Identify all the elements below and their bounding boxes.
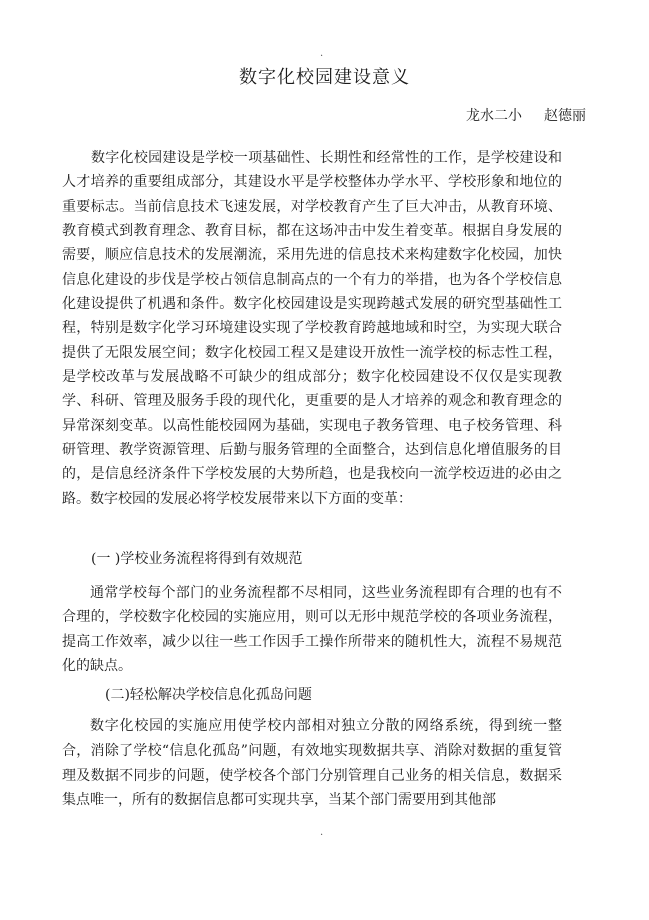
document-title: 数字化校园建设意义 <box>239 67 410 88</box>
body-paragraph-2: 通常学校每个部门的业务流程都不尽相同，这些业务流程即有合理的也有不合理的，学校数字化校园的实施应用，则可以无形中规范学校的各项业务流程，提高工作效率，减少以往一些工作因手工操作所带来的随机性大，流程不易规范化的缺点。 <box>62 585 562 675</box>
author-school: 龙水二小 <box>466 108 522 124</box>
author-name: 赵德丽 <box>544 108 586 124</box>
author-line <box>466 106 586 126</box>
top-page-mark: . <box>320 48 324 59</box>
section-heading-1: (一 )学校业务流程将得到有效规范 <box>91 551 303 567</box>
body-paragraph-1: 数字化校园建设是学校一项基础性、长期性和经常性的工作，是学校建设和人才培养的重要组成部分，其建设水平是学校整体办学水平、学校形象和地位的重要标志。当前信息技术飞速发展，对学校教育产生了巨大冲击，从教育环境、教育模式到教育理念、教育目标，都在这场冲击中发生着变革。根据自身发展的需要，顺应信息技术的发展潮流，采用先进的信息技术来构建数字化校园，加快信息化建设的步伐是学校占领信息制高点的一个有力的举措，也为各个学校信息化建设提供了机遇和条件。数字化校园建设是实现跨越式发展的研究型基础性工程，特别是数字化学习环境建设实现了学校教育跨越地域和时空，为实现大联合提供了无限发展空间；数字化校园工程又是建设开放性一流学校的标志性工程，是学校改革与发展战略不可缺少的组成部分；数字化校园建设不仅仅是实现教学、科研、管理及服务手段的现代化，更重要的是人才培养的观念和教育理念的异常深刻变革。以高性能校园网为基础，实现电子教务管理、电子校务管理、科研管理、教学资源管理、后勤与服务管理的全面整合，达到信息化增值服务的目的，是信息经济条件下学校发展的大势所趋，也是我校向一流学校迈进的必由之路。数字校园的发展必将学校发展带来以下方面的变革： <box>62 150 562 507</box>
body-paragraph-3: 数字化校园的实施应用使学校内部相对独立分散的网络系统，得到统一整合，消除了学校“信息化孤岛”问题，有效地实现数据共享、消除对数据的重复管理及数据不同步的问题，使学校各个部门分别管理自己业务的相关信息，数据采集点唯一，所有的数据信息都可实现共享，当某个部门需要用到其他部 <box>62 718 562 809</box>
bottom-page-mark: . <box>320 827 324 838</box>
section-heading-2: (二)轻松解决学校信息化孤岛问题 <box>105 687 312 703</box>
